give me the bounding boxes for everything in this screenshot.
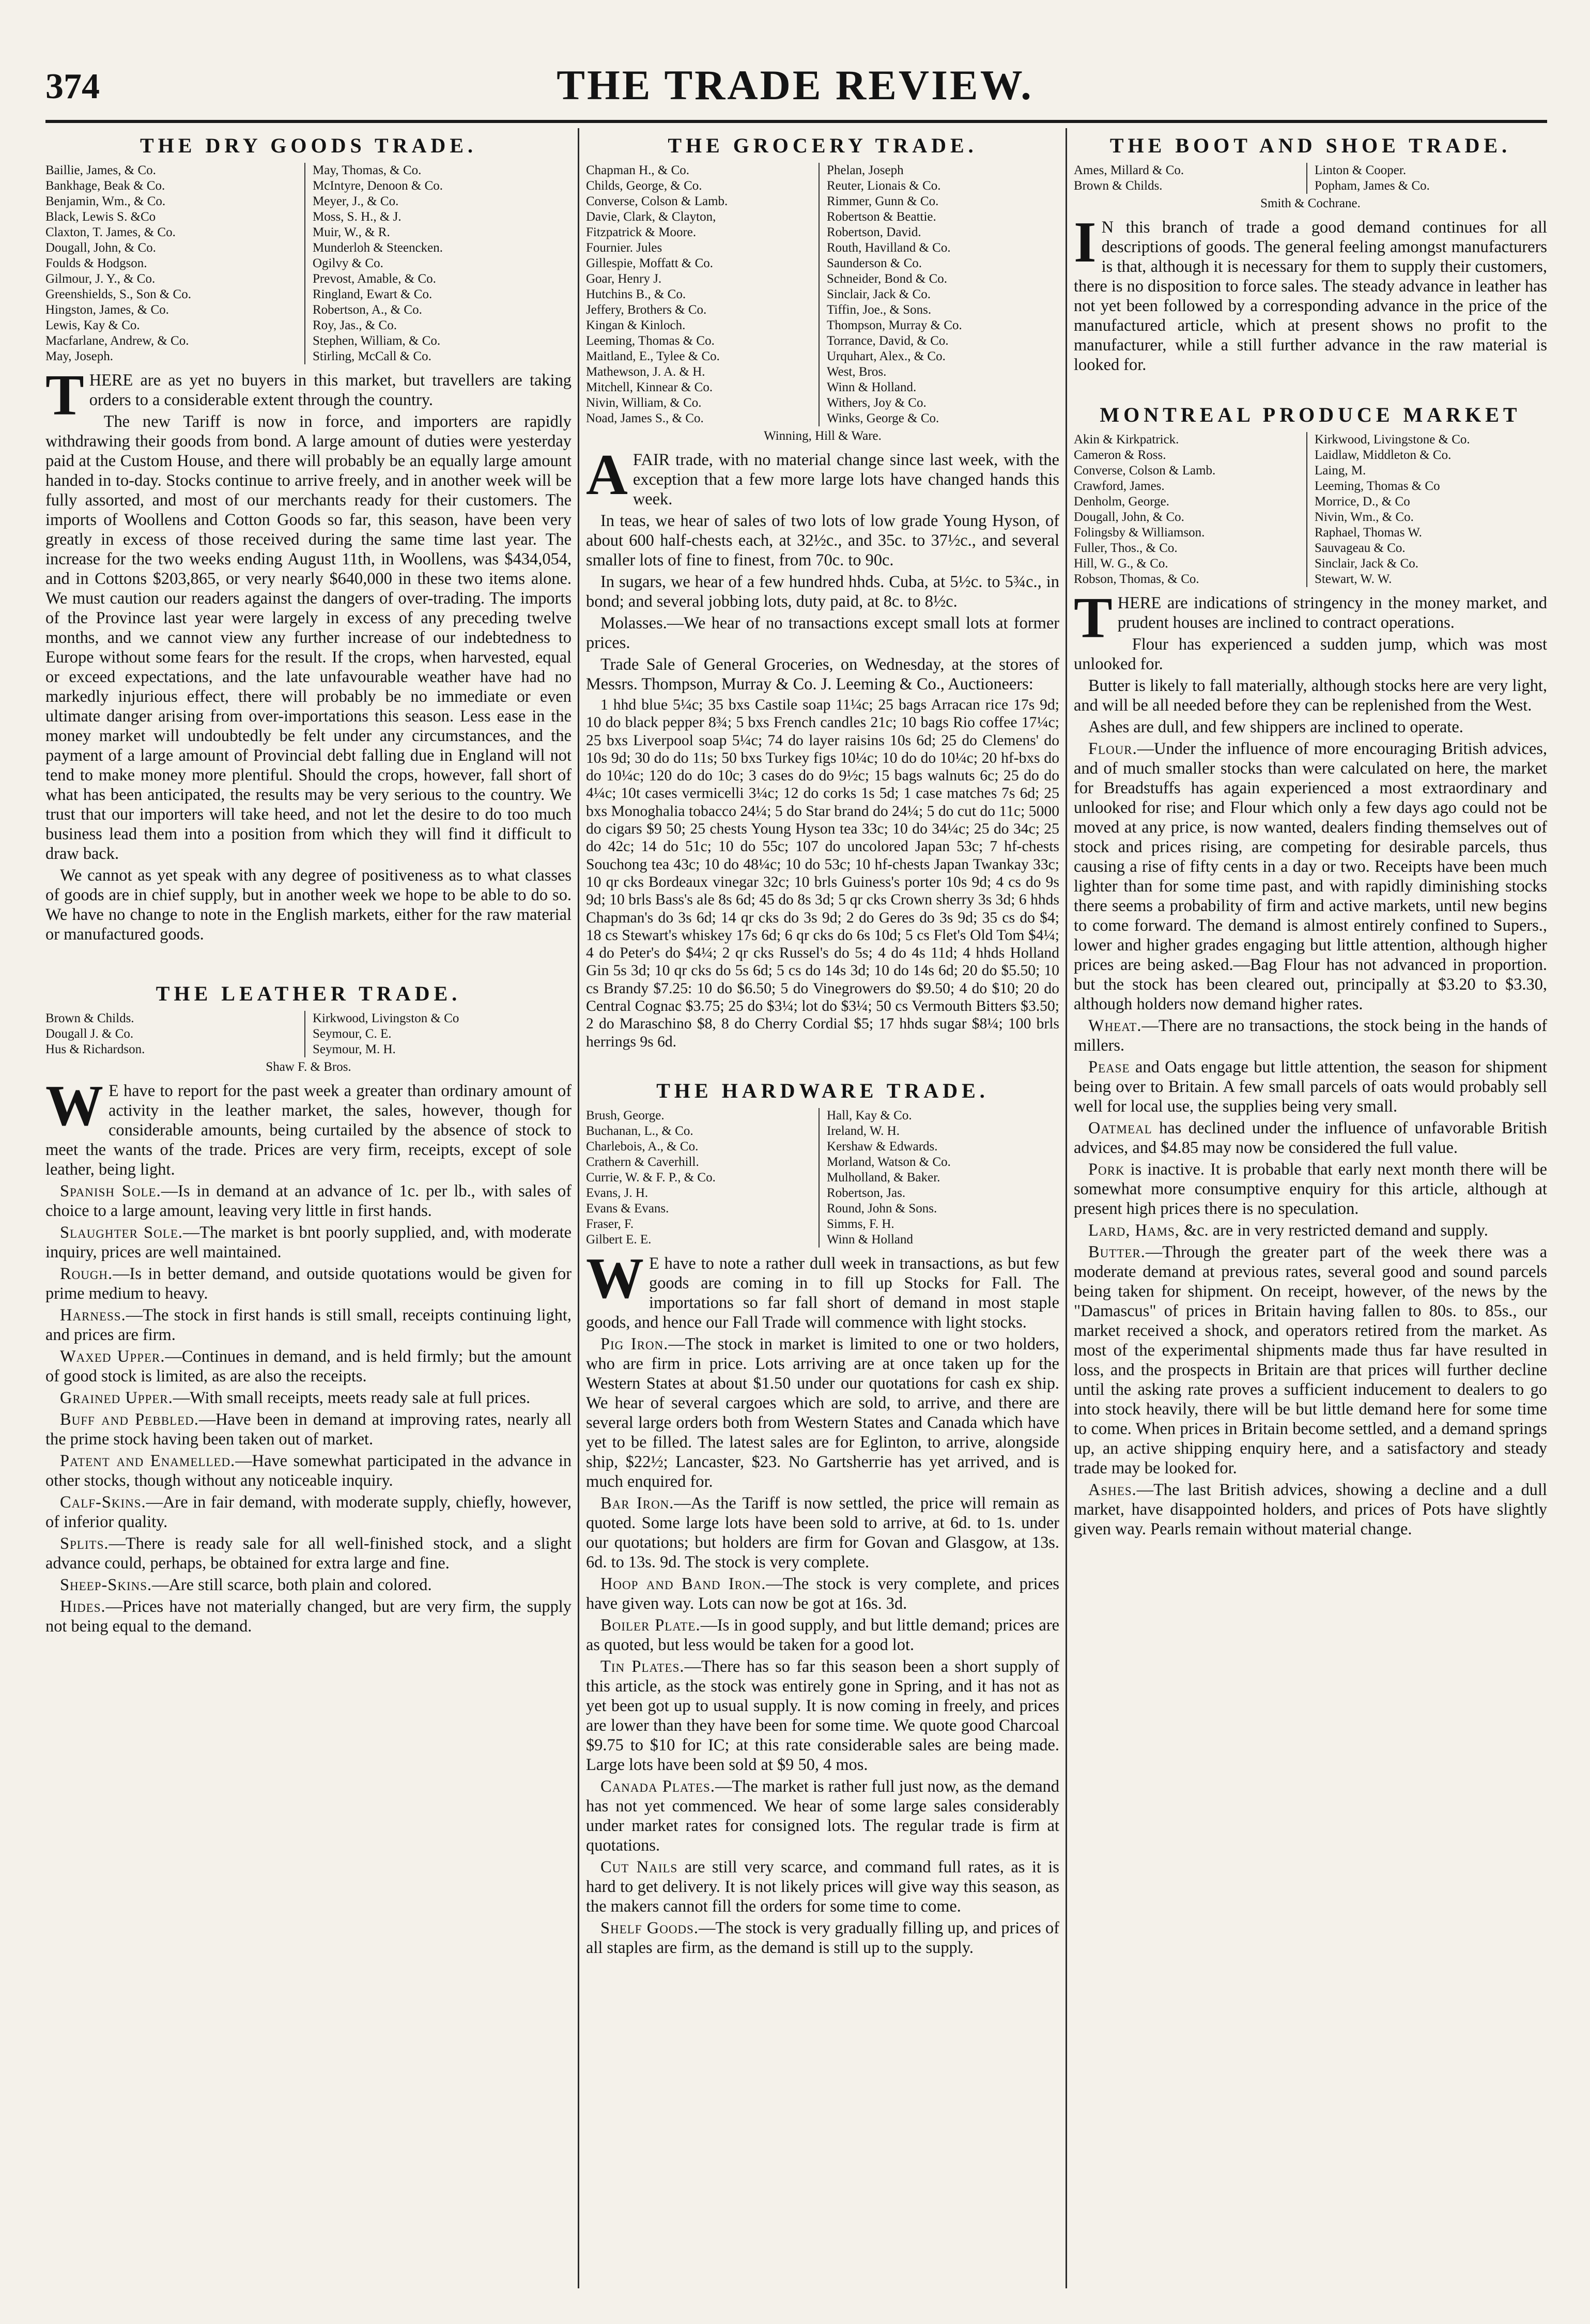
paragraph: THERE are as yet no buyers in this market, but travellers are taking orders to a considerable extent through the country.	[45, 363, 572, 427]
drop-cap: A	[586, 443, 628, 507]
item-text: &c. are in very restricted demand and supply.	[1179, 1221, 1488, 1240]
firm-name: Claxton, T. James, & Co.	[45, 225, 176, 239]
firm-name: Charlebois, A., & Co.	[586, 1139, 699, 1153]
firm-name: Leeming, Thomas & Co.	[586, 334, 715, 348]
item-key: Grained Upper.	[60, 1389, 173, 1407]
firm-name: Gilmour, J. Y., & Co.	[45, 272, 156, 286]
firm-name: Roy, Jas., & Co.	[313, 318, 397, 332]
firm-name: Stirling, McCall & Co.	[313, 349, 431, 363]
firm-column	[586, 1108, 819, 1248]
item-text: —There has so far this season been a short supply of this article, as the stock was entirely gone in Spring, and it has not as yet been got up to usual supply. It is now coming in freely, and prices are lower than they have been for some time. We quote good Charcoal $9.75 to $10 for IC; at this rate considerable sales are being made. Large lots have been sold at $9 50, 4 mos.	[586, 1657, 1059, 1774]
firm-list	[1074, 432, 1547, 587]
firm-name: Childs, George, & Co.	[586, 179, 702, 193]
item-text: —The market is rather full just now, as the demand has not yet commenced. We hear of some large sales considerably under market rates for consigned lots. The regular trade is firm at quotations.	[586, 1777, 1059, 1855]
column-2	[586, 128, 1059, 2288]
paragraph: Flour has experienced a sudden jump, which was most unlooked for.	[1074, 635, 1547, 673]
firm-name: Evans & Evans.	[586, 1201, 669, 1215]
firm-name: Round, John & Sons.	[827, 1201, 937, 1215]
paragraph: In teas, we hear of sales of two lots of low grade Young Hyson, of about 600 half-chests each, at 32½c., and 35c. to 37½c., and several smaller lots of fine to finest, from 70c. to 90c.	[586, 512, 1059, 570]
page-title: THE TRADE REVIEW.	[557, 61, 1033, 109]
firm-name: Munderloh & Steencken.	[313, 241, 443, 255]
firm-name: Dougall, John, & Co.	[1074, 510, 1184, 524]
item-key: Pig Iron.	[600, 1334, 669, 1353]
firm-name: Hus & Richardson.	[45, 1042, 145, 1056]
firm-name: Robertson & Beattie.	[827, 210, 936, 224]
item-key: Waxed Upper.	[60, 1347, 165, 1366]
firm-name: Robertson, David.	[827, 225, 921, 239]
section-heading-produce: MONTREAL PRODUCE MARKET	[1100, 403, 1521, 426]
item-text: has declined under the influence of unfavorable British advices, and $4.85 may now be considered the full value.	[1074, 1119, 1547, 1157]
item-text: —Under the influence of more encouraging British advices, and of much smaller stocks than were calculated on here, the market for Breadstuffs has again experienced a most extraordinary and unlooked for rise; and Flour which only a few days ago could not be moved at any price, is now wanted, dealers finding themselves out of stock and prices rising, are competing for desirable parcels, thus causing a rise of fifty cents in a day or two. Receipts have been much lighter than for some time past, and with rapidly diminishing stocks there seems a probability of firm and active markets, until new begins to come forward. The demand is almost entirely confined to Supers., lower and higher grades engaging but little attention, although higher prices are being asked.—Bag Flour has not advanced in proportion. but the stock has been cleared out, principally at $3.20 to $3.30, although holders now demand higher rates.	[1074, 740, 1547, 1013]
item-key: Spanish Sole.	[60, 1182, 161, 1201]
market-item	[1074, 1160, 1547, 1219]
firm-name: Bankhage, Beak & Co.	[45, 179, 165, 193]
firm-name: Meyer, J., & Co.	[313, 194, 399, 208]
firm-name: Fraser, F.	[586, 1217, 634, 1231]
market-item	[45, 1388, 572, 1408]
firm-list	[45, 163, 572, 364]
firm-name: Macfarlane, Andrew, & Co.	[45, 334, 189, 348]
item-key: Calf-Skins.	[60, 1493, 146, 1512]
firm-name: Converse, Colson & Lamb.	[586, 194, 728, 208]
firm-name: Hingston, James, & Co.	[45, 303, 169, 317]
item-key: Pork	[1088, 1160, 1125, 1179]
market-item	[45, 1534, 572, 1573]
item-text: —Is in demand at an advance of 1c. per lb., with sales of choice to a large amount, leaving very little in first hands.	[45, 1182, 572, 1220]
page-number: 374	[45, 67, 100, 106]
firm-name: Greenshields, S., Son & Co.	[45, 287, 191, 301]
firm-name: Brown & Childs.	[45, 1011, 134, 1025]
item-key: Hoop and Band Iron.	[600, 1574, 766, 1593]
firm-name: Mitchell, Kinnear & Co.	[586, 380, 713, 394]
item-text: —There is ready sale for all well-finished stock, and a slight advance could, perhaps, be obtained for extra large and fine.	[45, 1534, 572, 1573]
firm-name: Noad, James S., & Co.	[586, 411, 704, 425]
item-text: —Is in better demand, and outside quotations would be given for prime medium to heavy.	[45, 1265, 572, 1303]
drop-cap: W	[586, 1246, 644, 1311]
market-item	[45, 1305, 572, 1345]
item-text: is inactive. It is probable that early next month there will be somewhat more consumptive enquiry for this article, although at present high prices there is no speculation.	[1074, 1160, 1547, 1218]
market-item	[45, 1223, 572, 1262]
firm-name: Saunderson & Co.	[827, 256, 922, 270]
item-key: Tin Plates.	[600, 1657, 685, 1676]
firm-name: Ames, Millard & Co.	[1074, 163, 1184, 177]
item-key: Butter.	[1088, 1243, 1146, 1261]
firm-list-footer: Smith & Cochrane.	[1260, 196, 1361, 210]
market-item	[45, 1597, 572, 1636]
firm-name: Hall, Kay & Co.	[827, 1108, 912, 1122]
firm-name: Phelan, Joseph	[827, 163, 904, 177]
item-text: —There are no transactions, the stock being in the hands of millers.	[1074, 1017, 1547, 1055]
firm-column	[586, 163, 819, 426]
firm-name: May, Joseph.	[45, 349, 114, 363]
firm-name: Rimmer, Gunn & Co.	[827, 194, 939, 208]
section-heading-hardware: THE HARDWARE TRADE.	[656, 1079, 989, 1102]
market-item	[45, 1451, 572, 1490]
section-heading-grocery: THE GROCERY TRADE.	[668, 134, 978, 157]
item-key: Canada Plates.	[600, 1777, 715, 1796]
firm-name: Buchanan, L., & Co.	[586, 1123, 693, 1138]
firm-name: Converse, Colson & Lamb.	[1074, 464, 1216, 478]
section-heading-dry-goods: THE DRY GOODS TRADE.	[140, 134, 477, 157]
firm-name: Leeming, Thomas & Co	[1315, 479, 1440, 493]
firm-list	[586, 1108, 1059, 1248]
firm-name: McIntyre, Denoon & Co.	[313, 179, 443, 193]
firm-name: Robson, Thomas, & Co.	[1074, 572, 1199, 586]
market-item	[1074, 1480, 1547, 1539]
item-key: Buff and Pebbled.	[60, 1410, 199, 1429]
firm-name: Popham, James & Co.	[1315, 179, 1430, 193]
firm-name: Nivin, William, & Co.	[586, 396, 702, 410]
firm-list	[586, 163, 1059, 426]
item-text: —The stock in market is limited to one or two holders, who are firm in price. Lots arriving are at once taken up for the Western States at about $1.50 under our quotations for cash ex ship. We hear of several cargoes which are sold, to arrive, and there are several large orders both from Western States and Canada which have yet to be filled. The latest sales are for Eglinton, to arrive, alongside ship, $22½; Lancaster, $23. No Gartsherrie has yet arrived, and is much enquired for.	[586, 1334, 1059, 1491]
item-text: —With small receipts, meets ready sale at full prices.	[173, 1389, 531, 1407]
firm-name: Sinclair, Jack & Co.	[1315, 557, 1419, 571]
column-rule	[578, 128, 579, 2288]
firm-column	[1306, 163, 1547, 194]
firm-name: Crathern & Caverhill.	[586, 1155, 699, 1169]
market-item	[1074, 1118, 1547, 1158]
market-item	[45, 1347, 572, 1386]
paragraph: AFAIR trade, with no material change since last week, with the exception that a few more large lots have changed hands this week.	[586, 443, 1059, 509]
item-key: Ashes.	[1088, 1481, 1137, 1499]
firm-name: Linton & Cooper.	[1315, 163, 1407, 177]
firm-list-footer: Shaw F. & Bros.	[266, 1060, 351, 1074]
market-item	[1074, 1057, 1547, 1116]
produce-items	[1074, 739, 1547, 1539]
item-key: Harness.	[60, 1306, 126, 1325]
firm-name: Lewis, Kay & Co.	[45, 318, 140, 332]
firm-name: Kirkwood, Livingston & Co	[313, 1011, 459, 1025]
firm-column	[304, 163, 572, 364]
market-item	[586, 1857, 1059, 1916]
firm-name: Denholm, George.	[1074, 495, 1169, 509]
trade-sale-list: 1 hhd blue 5¼c; 35 bxs Castile soap 11¼c; 25 bags Arracan rice 17s 9d; 10 do black pepper 8¾; 5 bxs French candles 21c; 10 bags Rio coffee 17¼c; 25 bxs Liverpool soap 5¼c; 74 do layer raisins 10s 6d; 25 do Clemens' do 10s 9d; 30 do do 11s; 50 bxs Turkey figs 10¼c; 10 do do 10¼c; 20 hf-bxs do do 10¼c; 120 do do 10c; 3 cases do do 9½c; 15 bags walnuts 6c; 25 do do 4¼c; 10t cases vermicelli 3¼c; 12 do corks 1s 5d; 1 case matches 7s 6d; 25 bxs Monoghalia tobacco 24¼; 5 do Star brand do 24¼; 5 do cut do 11c; 5000 do cigars $9 50; 25 chests Young Hyson tea 33c; 10 do 34¼c; 25 do 34c; 25 do 42c; 14 do 51c; 10 do 55c; 107 do uncolored Japan 53c; 7 hf-chests Souchong tea 43c; 10 do 48¼c; 10 do 53c; 10 hf-chests Japan Twankay 33c; 10 qr cks Bordeaux vinegar 32c; 10 brls Guiness's porter 10s 9d; 4 cs do 9s 9d; 10 brls Bass's ale 8s 6d; 45 do 8s 3d; 5 qr cks Crown sherry 3s 3d; 6 hhds Chapman's do 3s 6d; 14 qr cks do 3s 9d; 2 do Geres do 3s 9d; 35 cs do $4; 18 cs Stewart's whiskey 17s 6d; 6 qr cks do 6s 10d; 5 cs Flet's Old Tom $4¼; 4 do Peter's do $4¼; 2 qr cks Russel's do 5s; 4 do 4s 11d; 4 hhds Holland Gin 5s 3d; 10 qr cks do 5s 6d; 5 cs do 14s 3d; 10 do 14s 6d; 20 do $5.50; 10 cs Brandy $7.25: 10 do $6.50; 5 do Vinegrowers do $9.50; 4 do $10; 20 do Central Cognac $3.75; 25 do $3¼; lot do $3¼; 50 cs Vermouth Bitters $3.50; 2 do Maraschino $8, 8 do Cherry Cordial $5; 17 hhds sugar $8¼; 100 brls herrings 9s 6d.	[586, 697, 1059, 1050]
market-item	[1074, 739, 1547, 1014]
firm-list-footer: Winning, Hill & Ware.	[764, 429, 882, 443]
firm-column	[1074, 432, 1306, 587]
firm-name: Fuller, Thos., & Co.	[1074, 541, 1178, 555]
item-key: Sheep-Skins.	[60, 1576, 152, 1594]
firm-column	[1306, 432, 1547, 587]
firm-name: Akin & Kirkpatrick.	[1074, 433, 1179, 447]
firm-name: Torrance, David, & Co.	[827, 334, 949, 348]
item-text: —The last British advices, showing a decline and a dull market, have disappointed holders, and prices of Pots have slightly given way. Pearls remain without material change.	[1074, 1481, 1547, 1538]
firm-name: Brush, George.	[586, 1108, 665, 1122]
market-item	[1074, 1221, 1547, 1240]
item-text: —Continues in demand, and is held firmly; but the amount of good stock is limited, as are also the receipts.	[45, 1347, 572, 1386]
drop-cap: I	[1074, 210, 1097, 274]
firm-column	[304, 1011, 572, 1057]
item-key: Flour.	[1088, 740, 1137, 758]
item-text: —Have somewhat participated in the advance in other stocks, though without any noticeable inquiry.	[45, 1452, 572, 1490]
firm-name: Hill, W. G., & Co.	[1074, 557, 1168, 571]
firm-name: Winks, George & Co.	[827, 411, 939, 425]
column-3	[1074, 128, 1547, 2288]
item-key: Cut Nails	[600, 1857, 678, 1876]
item-key: Patent and Enamelled.	[60, 1452, 236, 1470]
market-item	[1074, 1016, 1547, 1055]
item-text: —The market is bnt poorly supplied, and, with moderate inquiry, prices are well maintained.	[45, 1223, 572, 1261]
item-key: Oatmeal	[1088, 1119, 1152, 1137]
paragraph: We cannot as yet speak with any degree of positiveness as to what classes of goods are in chief supply, but in another week we hope to be able to do so. We have no change to note in the English markets, either for the raw material or manufactured goods.	[45, 866, 572, 944]
firm-name: Folingsby & Williamson.	[1074, 526, 1205, 540]
firm-name: Prevost, Amable, & Co.	[313, 272, 436, 286]
firm-name: Winn & Holland	[827, 1232, 914, 1246]
item-text: —Prices have not materially changed, but are very firm, the supply not being equal to the demand.	[45, 1597, 572, 1636]
paragraph: Molasses.—We hear of no transactions except small lots at former prices.	[586, 614, 1059, 652]
item-key: Slaughter Sole.	[60, 1223, 183, 1242]
firm-name: Kirkwood, Livingstone & Co.	[1315, 433, 1470, 447]
market-item	[45, 1410, 572, 1449]
firm-name: Gillespie, Moffatt & Co.	[586, 256, 714, 270]
market-item	[1074, 1242, 1547, 1478]
firm-name: Dougall J. & Co.	[45, 1027, 134, 1041]
firm-name: Raphael, Thomas W.	[1315, 526, 1422, 540]
drop-cap: T	[45, 363, 84, 427]
item-key: Rough.	[60, 1265, 113, 1283]
paragraph: W E have to report for the past week a greater than ordinary amount of activity in the leather market, the sales, however, though for considerable amounts, being curtailed by the absence of stock to meet the wants of the trade. Prices are very firm, receipts, except of sole leather, being light.	[45, 1074, 572, 1179]
market-item	[45, 1264, 572, 1303]
item-text: —As the Tariff is now settled, the price will remain as quoted. Some large lots have been sold to arrive, at 6d. to 1s. under our quotations; but holders are firm for Govan and Glasgow, at 13s. 6d. to 13s. 9d. The stock is very complete.	[586, 1494, 1059, 1572]
firm-name: Laing, M.	[1315, 464, 1366, 478]
item-text: —Have been in demand at improving rates, nearly all the prime stock having been taken out of market.	[45, 1410, 572, 1449]
market-item	[586, 1777, 1059, 1855]
firm-name: Winn & Holland.	[827, 380, 917, 394]
drop-cap: T	[1074, 586, 1113, 650]
firm-name: Hutchins B., & Co.	[586, 287, 686, 301]
firm-name: Schneider, Bond & Co.	[827, 272, 948, 286]
firm-name: Sinclair, Jack & Co.	[827, 287, 931, 301]
firm-name: Nivin, Wm., & Co.	[1315, 510, 1414, 524]
market-item	[45, 1575, 572, 1595]
firm-name: Sauvageau & Co.	[1315, 541, 1406, 555]
market-item	[586, 1334, 1059, 1491]
section-heading-leather: THE LEATHER TRADE.	[156, 982, 461, 1005]
firm-name: Currie, W. & F. P., & Co.	[586, 1170, 716, 1184]
firm-name: Mulholland, & Baker.	[827, 1170, 940, 1184]
column-rule	[1066, 128, 1067, 2288]
paragraph: I N this branch of trade a good demand continues for all descriptions of goods. The general feeling amongst manufacturers is that, although it is necessary for them to supply their customers, there is no disposition to force sales. The steady advance in leather has not yet been followed by a corresponding advance in the price of the manufactured article, which at present shows no profit to the manufacturer, while a still further advance in the raw material is looked for.	[1074, 210, 1547, 374]
item-key: Lard, Hams,	[1088, 1221, 1180, 1240]
firm-name: Kingan & Kinloch.	[586, 318, 686, 332]
hardware-items	[586, 1334, 1059, 1958]
firm-list	[1074, 163, 1547, 194]
item-text: and Oats engage but little attention, the season for shipment being over to Britain. A few small parcels of oats would probably sell well for local use, the supplies being very small.	[1074, 1058, 1547, 1116]
firm-name: Black, Lewis S. &Co	[45, 210, 156, 224]
paragraph: Ashes are dull, and few shippers are inclined to operate.	[1088, 718, 1463, 736]
market-item	[45, 1181, 572, 1221]
firm-name: Jeffery, Brothers & Co.	[586, 303, 707, 317]
firm-name: Fournier. Jules	[586, 241, 662, 255]
firm-name: Cameron & Ross.	[1074, 448, 1166, 462]
paragraph: The new Tariff is now in force, and importers are rapidly withdrawing their goods from bond. A large amount of duties were yesterday paid at the Custom House, and there will probably be an equally large amount handed in to-day. Stocks continue to arrive freely, and in another week will be fully assorted, and most of our merchants ready for their customers. The imports of Woollens and Cotton Goods so far, this season, have been very greatly in excess of those received during the same time last year. The increase for the two weeks ending August 11th, in Woollens, was $434,054, and in Cottons $203,865, or very nearly $640,000 in these two items alone. We must caution our readers against the dangers of over-trading. The imports of the Province last year were largely in excess of any preceding twelve months, and we cannot view any further increase of our indebtedness to Europe without some fears for the result. If the crops, when harvested, equal or exceed expectations, and the late unfavourable weather have had no markedly injurious effect, there will probably be no immediate or even ultimate danger arising from over-importations this season. Less ease in the money market will undoubtedly be felt under any circumstances, and the payment of a large amount of Provincial debt falling due in England will not tend to make money more plentiful. Should the crops, however, fall short of what has been anticipated, the results may be very serious to the country. We trust that our importers will take heed, and not let the desire to do too much business lead them into a position from which they will find it difficult to draw back.	[45, 412, 572, 863]
firm-name: Maitland, E., Tylee & Co.	[586, 349, 720, 363]
market-item	[586, 1657, 1059, 1775]
firm-name: Baillie, James, & Co.	[45, 163, 156, 177]
firm-list	[45, 1011, 572, 1057]
market-item	[45, 1492, 572, 1532]
firm-name: Kershaw & Edwards.	[827, 1139, 938, 1153]
item-key: Boiler Plate.	[600, 1615, 701, 1635]
firm-name: Brown & Childs.	[1074, 179, 1163, 193]
firm-name: Laidlaw, Middleton & Co.	[1315, 448, 1452, 462]
firm-column	[819, 163, 1059, 426]
market-item	[586, 1574, 1059, 1613]
firm-name: Dougall, John, & Co.	[45, 241, 156, 255]
firm-column	[819, 1108, 1059, 1248]
market-item	[586, 1494, 1059, 1572]
firm-name: Stephen, William, & Co.	[313, 334, 441, 348]
paragraph: Trade Sale of General Groceries, on Wednesday, at the stores of Messrs. Thompson, Murray & Co. J. Leeming & Co., Auctioneers:	[586, 655, 1059, 694]
firm-name: May, Thomas, & Co.	[313, 163, 422, 177]
firm-name: Robertson, Jas.	[827, 1186, 906, 1200]
firm-name: Routh, Havilland & Co.	[827, 241, 951, 255]
firm-column	[1074, 163, 1306, 194]
firm-name: Seymour, C. E.	[313, 1027, 392, 1041]
firm-name: Goar, Henry J.	[586, 272, 662, 286]
item-text: —Is in good supply, and but little demand; prices are as quoted, but less would be taken for a good lot.	[586, 1615, 1059, 1654]
firm-column	[45, 1011, 304, 1057]
firm-name: Thompson, Murray & Co.	[827, 318, 962, 332]
item-key: Shelf Goods.	[600, 1918, 699, 1937]
paragraph: In sugars, we hear of a few hundred hhds. Cuba, at 5½c. to 5¾c., in bond; and several jobbing lots, duty paid, at 8c. to 8½c.	[586, 573, 1059, 611]
item-text: —Are in fair demand, with moderate supply, chiefly, however, of inferior quality.	[45, 1493, 572, 1531]
firm-name: Chapman H., & Co.	[586, 163, 689, 177]
firm-name: Foulds & Hodgson.	[45, 256, 147, 270]
leather-items	[45, 1181, 572, 1636]
firm-name: Seymour, M. H.	[313, 1042, 396, 1056]
firm-name: Morrice, D., & Co	[1315, 495, 1410, 509]
firm-name: Evans, J. H.	[586, 1186, 649, 1200]
item-text: —Through the greater part of the week there was a moderate demand at previous rates, several good and sound parcels being taken for shipment. On receipt, however, of the news by the "Damascus" of prices in Britain having fallen to 80s. to 85s., our market received a shock, and operators retired from the market. As most of the experimental shipments made thus far have resulted in loss, and the prospects in Britain are that prices will further decline until the asking rate proves a sufficient inducement to dealers to go into stock heavily, there will be but little demand here for some time to come. When prices in Britain become settled, and a demand springs up, an active shipping enquiry here, and a satisfactory and steady trade may be looked for.	[1074, 1243, 1547, 1477]
firm-name: Ogilvy & Co.	[313, 256, 383, 270]
firm-name: Moss, S. H., & J.	[313, 210, 402, 224]
item-text: —The stock in first hands is still small, receipts continuing light, and prices are firm.	[45, 1306, 572, 1344]
firm-name: Robertson, A., & Co.	[313, 303, 422, 317]
section-heading-boot-shoe: THE BOOT AND SHOE TRADE.	[1109, 134, 1511, 157]
item-text: —Are still scarce, both plain and colored.	[152, 1576, 432, 1594]
firm-name: Simms, F. H.	[827, 1217, 894, 1231]
item-text: —The stock is very gradually filling up, and prices of all staples are firm, as the demand is still up to the supply.	[586, 1918, 1059, 1957]
firm-name: Davie, Clark, & Clayton,	[586, 210, 716, 224]
item-key: Pease	[1088, 1058, 1130, 1076]
firm-name: Muir, W., & R.	[313, 225, 390, 239]
item-key: Splits.	[60, 1534, 109, 1553]
firm-name: West, Bros.	[827, 365, 887, 379]
item-key: Wheat.	[1088, 1017, 1142, 1035]
firm-name: Withers, Joy & Co.	[827, 396, 927, 410]
item-key: Hides.	[60, 1597, 106, 1616]
paragraph: Butter is likely to fall materially, although stocks here are very light, and will be all needed before they can be replenished from the West.	[1074, 676, 1547, 715]
firm-column	[45, 163, 304, 364]
paragraph: W E have to note a rather dull week in transactions, as but few goods are coming in to fill up Stocks for Fall. The importations so far fall short of demand in most staple goods, and hence our Fall Trade will commence with light stocks.	[586, 1246, 1059, 1332]
firm-name: Stewart, W. W.	[1315, 572, 1392, 586]
firm-name: Ireland, W. H.	[827, 1123, 900, 1138]
column-1	[45, 128, 572, 2288]
market-item	[586, 1918, 1059, 1958]
firm-name: Tiffin, Joe., & Sons.	[827, 303, 932, 317]
firm-name: Reuter, Lionais & Co.	[827, 179, 941, 193]
header-rule	[45, 120, 1547, 123]
item-text: are still very scarce, and command full rates, as it is hard to get delivery. It is not likely prices will give way this season, as the makers cannot fill the orders for some time to come.	[586, 1857, 1059, 1916]
firm-name: Ringland, Ewart & Co.	[313, 287, 433, 301]
firm-name: Urquhart, Alex., & Co.	[827, 349, 946, 363]
paragraph: THERE are indications of stringency in the money market, and prudent houses are inclined to contract operations.	[1074, 586, 1547, 650]
firm-name: Gilbert E. E.	[586, 1232, 652, 1246]
item-key: Bar Iron.	[600, 1494, 674, 1513]
firm-name: Fitzpatrick & Moore.	[586, 225, 697, 239]
market-item	[586, 1615, 1059, 1655]
item-text: —The stock is very complete, and prices have given way. Lots can now be got at 16s. 3d.	[586, 1574, 1059, 1613]
drop-cap: W	[45, 1074, 103, 1138]
firm-name: Benjamin, Wm., & Co.	[45, 194, 166, 208]
firm-name: Mathewson, J. A. & H.	[586, 365, 705, 379]
firm-name: Crawford, James.	[1074, 479, 1165, 493]
firm-name: Morland, Watson & Co.	[827, 1155, 951, 1169]
